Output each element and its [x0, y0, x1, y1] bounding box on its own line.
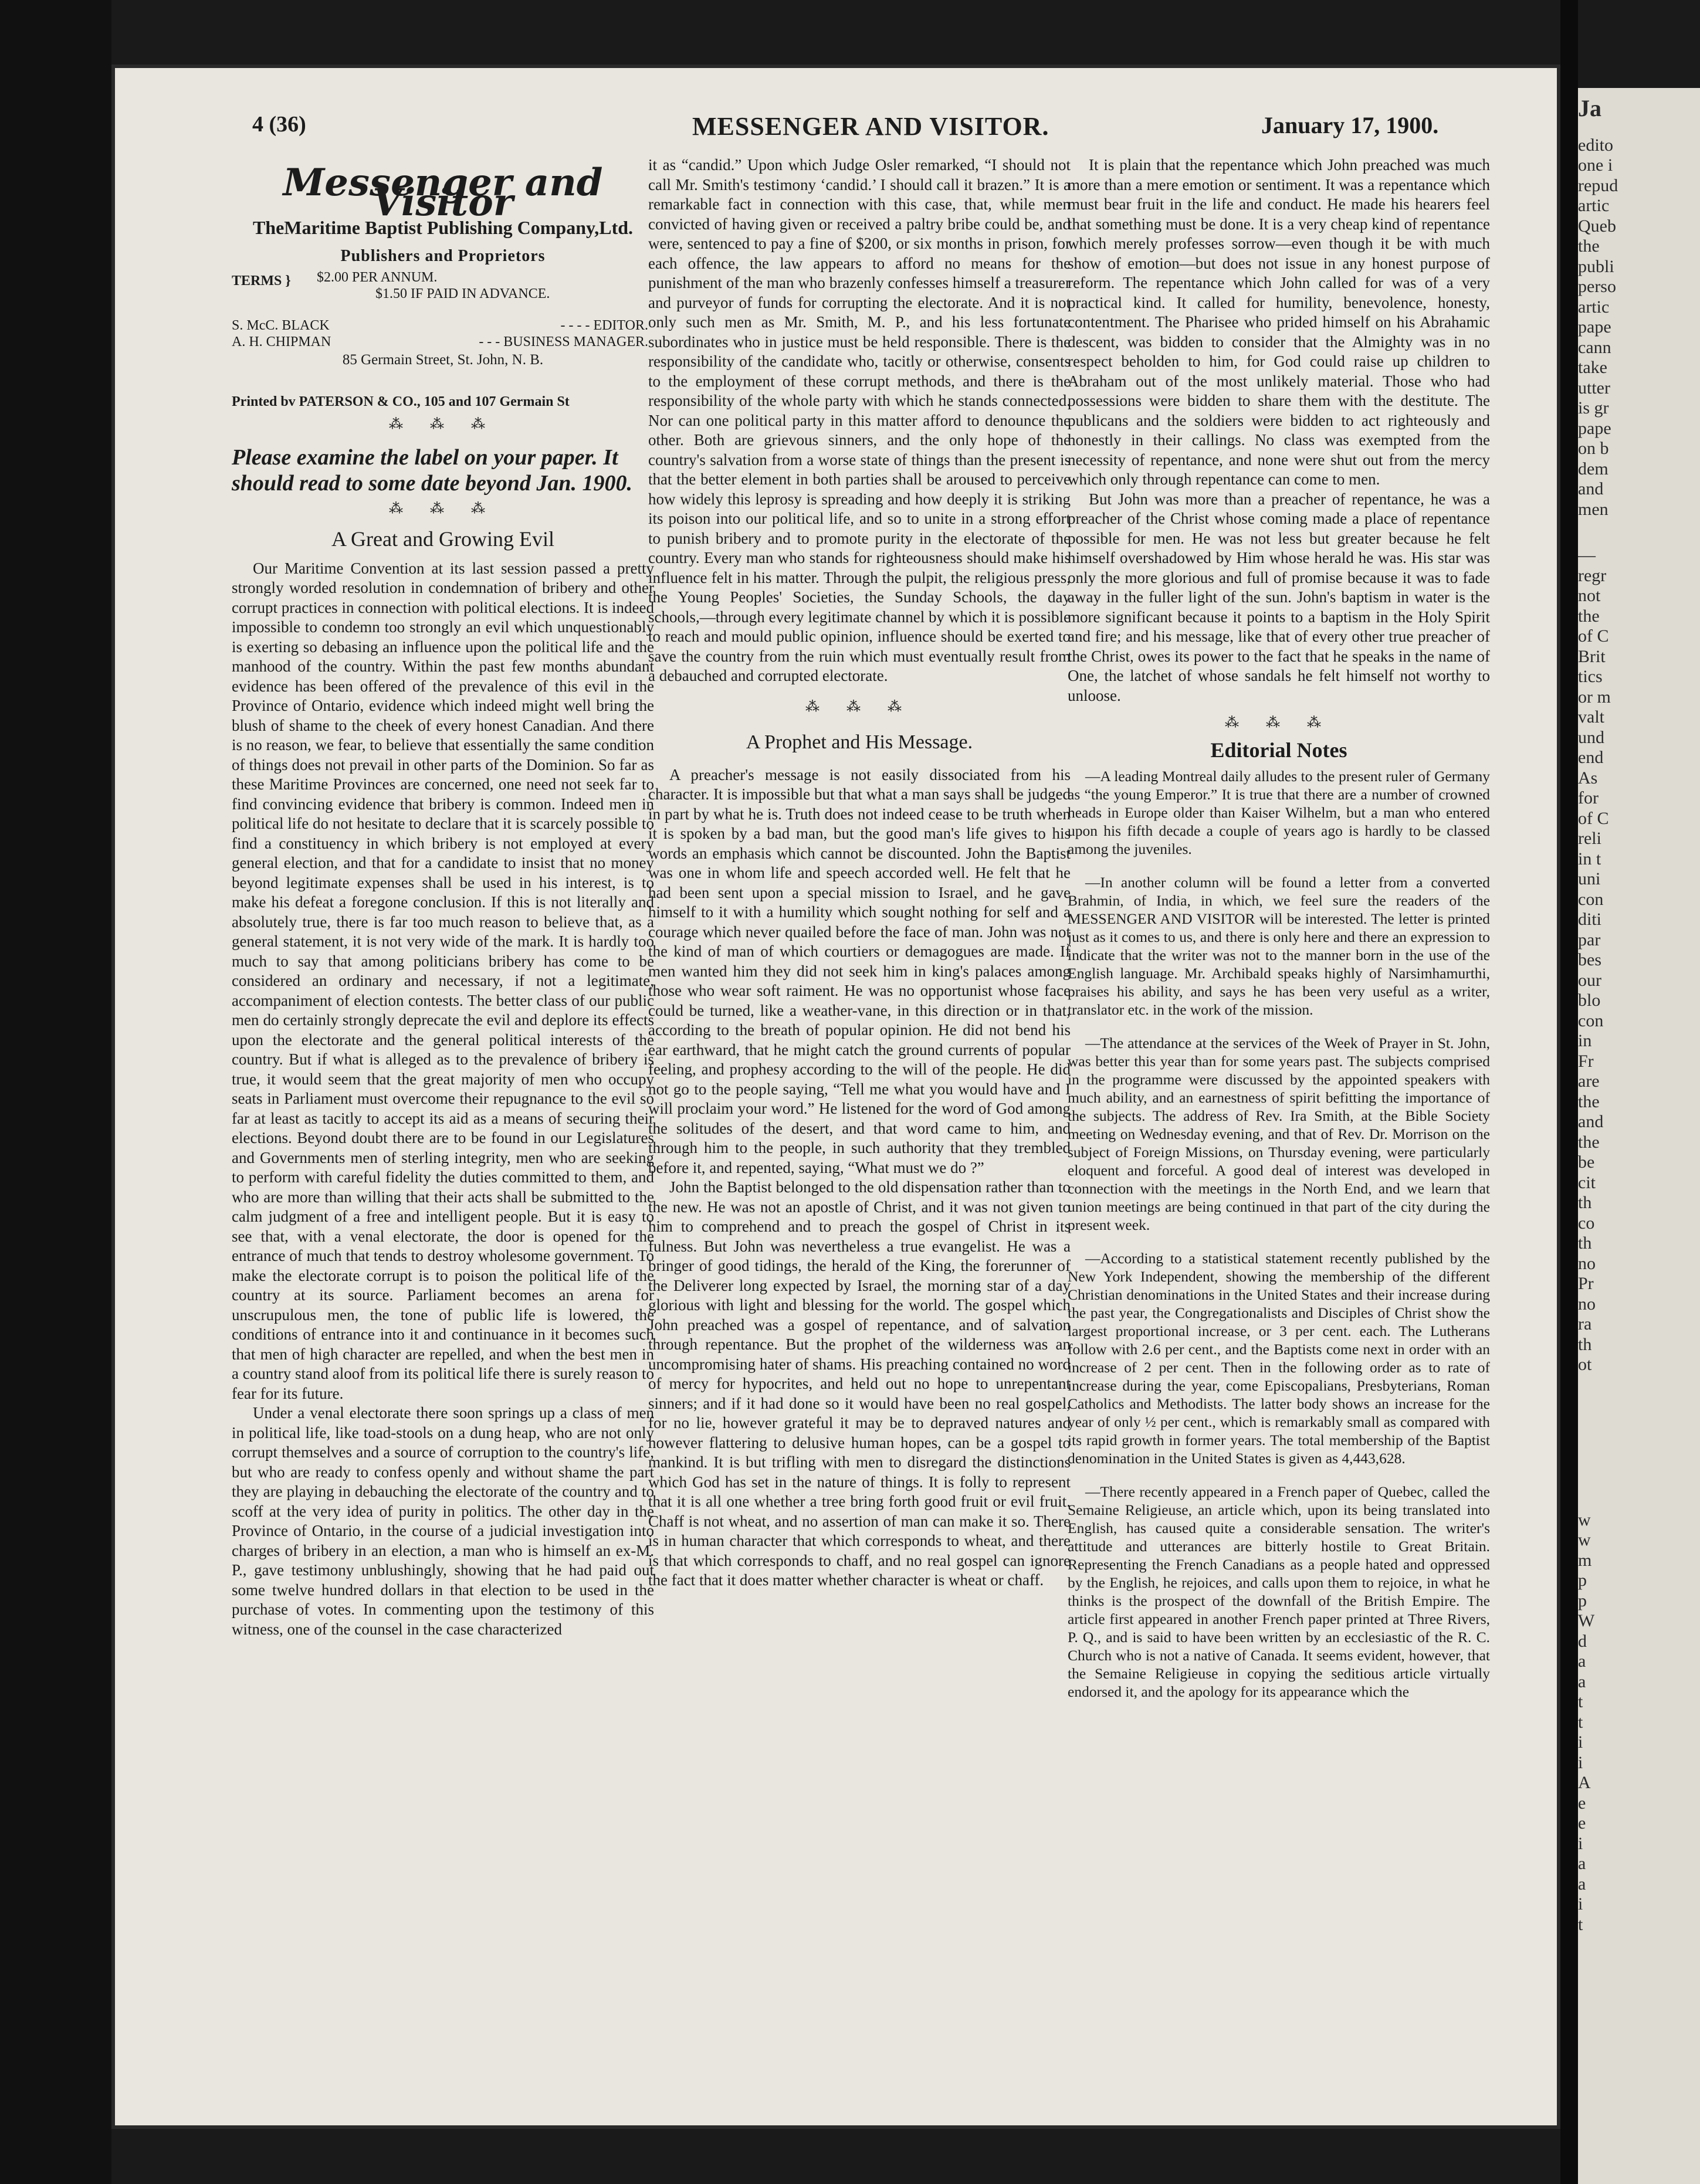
adjacent-page-line: pape — [1578, 418, 1611, 438]
article-paragraph: But John was more than a preacher of repentance, he was a preacher of the Christ whose coming made a place of repentance possible for men. He was not less but greater because he felt himself overshadowed by Him whose herald he was. His star was only the more glorious and full of promise because it was to fade away in the fuller light of the sun. John's baptism in water is the more significant because it points to a baptism in the Holy Spirit and fire; and his message, like that of every other true preacher of the Christ, owes its power to the fact that he speaks in the name of One, the latchet of whose sandals he felt himself not worthy to unloose. — [1068, 490, 1490, 704]
adjacent-page-line: W — [1578, 1611, 1595, 1630]
adjacent-page-line: bes — [1578, 950, 1601, 969]
adjacent-page-line: end — [1578, 748, 1604, 767]
article-paragraph: A preacher's message is not easily dissociated from his character. It is impossible but that what a man says shall be judged in part by what he is. Truth does not indeed cease to be truth when it is spoken by a bad man, but the good man's life gives to his words an emphasis which cannot be discounted. John the Baptist was one in whom life and speech accorded well. He felt that he had been sent upon a special mission to Israel, and he gave himself to it with a humility which sought nothing for self and a courage which never quailed before the face of man. John was not the kind of man of which courtiers or demagogues are made. If men wanted him they did not seek him in king's palaces among those who wear soft raiment. He was no opportunist whose face could be turned, like a weather-vane, in this direction or in that, according to the breath of popular opinion. He did not bend his ear earthward, that he might catch the ground currents of popular feeling, and prophesy according to the will of the people. He did not go to the people saying, “Tell me what you would have and I will proclaim your word.” He listened for the word of God among the solitudes of the desert, and that word came to him, and through him to the people, in such authority that they trembled before it, and repented, saying, “What must we do ?” — [648, 765, 1071, 1176]
adjacent-page-line: in — [1578, 1031, 1592, 1050]
adjacent-page-line: Queb — [1578, 216, 1616, 236]
paper-name: MESSENGER AND VISITOR. — [692, 112, 1049, 141]
adjacent-page-line: e — [1578, 1813, 1586, 1833]
column-3 — [1068, 155, 1490, 1701]
adjacent-page-line: utter — [1578, 378, 1610, 398]
adjacent-page-fragment — [1578, 88, 1700, 2184]
adjacent-page-line: on b — [1578, 439, 1609, 458]
adjacent-page-line: cann — [1578, 337, 1611, 357]
adjacent-page-line: publi — [1578, 256, 1614, 276]
masthead-publishers: Publishers and Proprietors — [340, 246, 546, 265]
adjacent-page-line: ot — [1578, 1355, 1592, 1374]
adjacent-page-line: m — [1578, 1550, 1592, 1570]
adjacent-page-line: th — [1578, 1334, 1592, 1354]
adjacent-page-line: perso — [1578, 277, 1616, 296]
adjacent-page-line: Fr — [1578, 1051, 1594, 1071]
adjacent-page-line: artic — [1578, 297, 1610, 317]
subscription-terms — [232, 268, 654, 303]
adjacent-page-line: w — [1578, 1510, 1591, 1530]
printer-line: Printed bv PATERSON & CO., 105 and 107 Germain St — [232, 394, 570, 409]
adjacent-page-line: a — [1578, 1854, 1586, 1873]
article-paragraph: Under a venal electorate there soon springs up a class of men in political life, like toad-stools on a dung heap, who are not only corrupt themselves and a source of corruption to the country's life, but who are ready to confess openly and without shame the part they are playing in debauching the electorate of the country and to scoff at the very idea of purity in politics. The other day in the Province of Ontario, in the course of a judicial investigation into charges of bribery in an election, a man who is himself an ex-M. P., gave testimony unblushingly, showing that he had paid out some twelve hundred dollars in that election to be used in the purchase of votes. In commenting upon the testimony of this witness, one of the counsel in the case characterized — [232, 1404, 654, 1638]
adjacent-page-line: i — [1578, 1833, 1583, 1853]
page-header — [135, 111, 1449, 147]
adjacent-page-line: p — [1578, 1590, 1587, 1610]
adjacent-page-line: not — [1578, 586, 1601, 605]
adjacent-page-line: the — [1578, 606, 1600, 626]
editorial-notes — [1068, 767, 1490, 1701]
adjacent-page-line: cit — [1578, 1172, 1596, 1192]
adjacent-page-line: co — [1578, 1213, 1595, 1233]
adjacent-page-line: t — [1578, 1914, 1583, 1934]
editorial-heading: Editorial Notes — [1210, 738, 1347, 762]
scan-left-border — [0, 0, 111, 2184]
adjacent-page-line: d — [1578, 1631, 1587, 1651]
adjacent-page-line: is gr — [1578, 398, 1609, 418]
adjacent-page-line: a — [1578, 1651, 1586, 1671]
adjacent-page-line: be — [1578, 1152, 1595, 1172]
adjacent-page-line: t — [1578, 1692, 1583, 1711]
editorial-note: —The attendance at the services of the Week of Prayer in St. John, was better this year than for some years past. The subjects comprised in the programme were discussed by the appointed speakers with much ability, and an earnestness of spirit befitting the importance of the subjects. The address of Rev. Ira Smith, at the Bible Society meeting on Wednesday evening, and that of Rev. Dr. Morrison on the subject of Foreign Missions, on Thursday evening, were particularly eloquent and forceful. A good deal of interest was developed in connection with the meetings in the North End, and we learn that union meetings are being continued in that part of the city during the present week. — [1068, 1035, 1490, 1233]
masthead-title: Messenger and Visitor — [283, 161, 603, 225]
adjacent-page-line: par — [1578, 930, 1601, 949]
terms-line-1: $2.00 PER ANNUM. — [317, 270, 438, 285]
adjacent-page-line: the — [1578, 236, 1600, 256]
adjacent-page-line: w — [1578, 1530, 1591, 1549]
editorial-note: —In another column will be found a letter from a converted Brahmin, of India, in which, we feel sure the readers of the MESSENGER AND VISITOR will be interested. The letter is printed just as it comes to us, and there is only here and there an expression to indicate that the writer was not to the manner born in the use of the English language. Mr. Archibald speaks highly of Narsimhamurthi, praises his ability, and says he has been very useful as a writer, translator etc. in the work of the mission. — [1068, 874, 1490, 1018]
adjacent-page-line: edito — [1578, 135, 1613, 155]
article-paragraph: it as “candid.” Upon which Judge Osler remarked, “I should not call Mr. Smith's testimony ‘candid.’ I should call it brazen.” It is a remarkable fact in connection with this case, that, while men convicted of having given or received a paltry bribe could be, and were, sentenced to pay a fine of $200, or six months in prison, for each offence, the law appears to afford no means for the punishment of the man who brazenly confesses himself a treasurer and purveyor of funds for corrupting the electorate. And it is not only such men as Mr. Smith, M. P., and his less fortunate subordinates who in justice must be held responsible. There is the responsibility of the candidate who, tacitly or otherwise, consents to the employment of these corrupt methods, and there is the responsibility of the whole party with which he stands connected. Nor can one political party in this matter afford to denounce the other. Both are grievous sinners, and the only hope of the country's salvation from a worse state of things than the present is that the better element in both parties shall be aroused to perceive how widely this leprosy is spreading and how deeply it is striking its poison into our political life, and so to unite in a strong effort to punish bribery and to promote purity in the electorate of the country. Every man who stands for righteousness should make his influence felt in his matter. Through the pulpit, the religious press, the Young Peoples' Societies, the Sunday Schools, the day schools,—through every legitimate channel by which it is possible to reach and mould public opinion, influence should be exerted to save the country from the ruin which must eventually result from a debauched and corrupted electorate. — [648, 156, 1071, 684]
adjacent-page-line: p — [1578, 1571, 1587, 1590]
adjacent-page-line: of C — [1578, 808, 1609, 828]
adjacent-page-line: artic — [1578, 196, 1610, 215]
article-paragraph: Our Maritime Convention at its last session passed a pretty strongly worded resolution in condemnation of bribery and other corrupt practices in connection with political elections. It is indeed impossible to condemn too strongly an evil which unquestionably is exerting so debasing an influence upon the political life and the manhood of the country. Within the past few months abundant evidence has been offered of the prevalence of this evil in the Province of Ontario, evidence which indeed might well bring the blush of shame to the cheek of every honest Canadian. And there is no reason, we fear, to believe that essentially the same condition of things does not prevail in other parts of the Dominion. So far as these Maritime Provinces are concerned, one need not seek far to find convincing evidence that bribery is common. Indeed men in political life do not hesitate to declare that it is scarcely possible to find a constituency in which bribery is not employed at every general election, and that for a candidate to insist that no money beyond legitimate expenses shall be used in his interest, is to make his defeat a foregone conclusion. If this is not literally and absolutely true, there is far too much reason to believe that, as a general statement, it is not very wide of the mark. It is hardly too much to say that among politicians bribery has come to be considered an ordinary and necessary, if not a legitimate, accompaniment of election contests. The better class of our public men do certainly strongly deprecate the evil and deplore its effects upon the electorate and the general political interests of the country. But if what is alleged as to the prevalence of bribery is true, it would seem that the great majority of men who occupy seats in Parliament must overcome their repugnance to the evil so far at least as tacitly to accept its aid as a means of securing their elections. Beyond doubt there are to be found in our Legislatures and Governments men of sterling integrity, men who are seeking to perform with careful fidelity the duties committed to them, and who are more than willing that their acts shall be submitted to the calm judgment of a free and intelligent people. But it is easy to see that, with a venal electorate, the door is opened for the entrance of much that tends to destroy wholesome government. To make the electorate corrupt is to poison the political life of the country at its source. Parliament becomes an arena for unscrupulous men, the tone of public life is lowered, the conditions of entrance into it and continuance in it becomes such that men of high character are repelled, and when the best men in a country stand aloof from its political life there is surely reason to fear for its future. — [232, 559, 654, 1402]
column-2 — [648, 155, 1071, 1590]
adjacent-page-line: a — [1578, 1671, 1586, 1691]
adjacent-page-line: ra — [1578, 1314, 1592, 1334]
adjacent-page-line: one i — [1578, 155, 1613, 175]
adjacent-page-line: the — [1578, 1091, 1600, 1111]
adjacent-page-line: i — [1578, 1752, 1583, 1772]
adjacent-page-line: diti — [1578, 910, 1602, 929]
adjacent-page-line: tics — [1578, 667, 1603, 686]
adjacent-page-line: Pr — [1578, 1274, 1594, 1293]
adjacent-page-line: a — [1578, 1874, 1586, 1894]
section-divider: ⁂ ⁂ ⁂ — [389, 417, 497, 432]
adjacent-page-line: pape — [1578, 317, 1611, 337]
editorial-note: —There recently appeared in a French paper of Quebec, called the Semaine Religieuse, an article which, upon its being translated into English, has caused quite a considerable sensation. The writer's attitude and utterances are bitterly hostile to Great Britain. Representing the French Canadians as a people hated and oppressed by the English, he rejoices, and calls upon them to rejoice, in what he thinks is the prospect of the downfall of the British Empire. The article first appeared in another French paper printed at Three Rivers, P. Q., and is said to have been written by an ecclesiastic of the R. C. Church who is not a native of Canada. It seems evident, however, that the Semaine Religieuse in copying the seditious article virtually endorsed it, and the apology for its appearance which the — [1068, 1483, 1490, 1700]
terms-label: TERMS } — [232, 273, 291, 289]
adjacent-page-line: of C — [1578, 626, 1609, 646]
adjacent-page-line: valt — [1578, 707, 1604, 727]
page-gutter — [1560, 0, 1578, 2184]
section-divider: ⁂ ⁂ ⁂ — [1225, 715, 1333, 731]
staff-list — [232, 316, 654, 349]
adjacent-page-line: uni — [1578, 869, 1601, 888]
adjacent-page-line: th — [1578, 1193, 1592, 1212]
adjacent-page-line: in t — [1578, 849, 1601, 869]
column-1 — [232, 155, 654, 1639]
manager-role: - - - BUSINESS MANAGER. — [479, 334, 648, 350]
adjacent-page-line: con — [1578, 889, 1604, 909]
adjacent-page-line: repud — [1578, 175, 1618, 195]
adjacent-page-line: A — [1578, 1773, 1591, 1792]
article-heading: A Prophet and His Message. — [746, 731, 973, 753]
editorial-note: —A leading Montreal daily alludes to the present ruler of Germany as “the young Emperor.” It is true that there are a number of crowned heads in Europe older than Kaiser Wilhelm, but a man who entered upon his fifth decade a couple of years ago is hardly to be classed among the juveniles. — [1068, 768, 1490, 857]
adjacent-page-line: blo — [1578, 991, 1601, 1010]
editor-name: S. McC. BLACK — [232, 318, 330, 333]
adjacent-page-line: As — [1578, 768, 1598, 788]
adjacent-page-line: take — [1578, 358, 1607, 377]
adjacent-page-line: or m — [1578, 687, 1611, 707]
adjacent-page-line: our — [1578, 970, 1601, 990]
adjacent-page-line: and — [1578, 479, 1604, 498]
terms-line-2: $1.50 IF PAID IN ADVANCE. — [375, 286, 550, 301]
section-divider: ⁂ ⁂ ⁂ — [389, 501, 497, 517]
article-paragraph: John the Baptist belonged to the old dispensation rather than to the new. He was not an apostle of Christ, and it was not given to him to comprehend and to preach the gospel of Christ in its fulness. But John was nevertheless a true evangelist. He was a bringer of good tidings, the herald of the King, the forerunner of the Deliverer long expected by Israel, the morning star of a day glorious with light and blessing for the world. The gospel which John preached was a gospel of repentance, and of salvation through repentance. But the prophet of the wilderness was an uncompromising hater of shams. His preaching contained no word of mercy for hypocrites, and held out no hope to unrepentant sinners; and if it had done so it would have been no real gospel, for no lie, however grateful it may be to depraved natures and however flattering to delusive human hopes, can be a gospel to mankind. It is but trifling with men to disregard the distinctions which God has set in the nature of things. It is folly to represent that it is all one whether a tree bring forth good fruit or evil fruit. Chaff is not wheat, and no assertion of man can make it so. There is in human character that which corresponds to wheat, and there is that which corresponds to chaff, and no real gospel can ignore the fact that it does matter whether character is wheat or chaff. — [648, 1178, 1071, 1589]
adjacent-page-line: no — [1578, 1253, 1596, 1273]
adjacent-page-line: t — [1578, 1712, 1583, 1732]
masthead-company: TheMaritime Baptist Publishing Company,Ltd. — [252, 217, 634, 238]
adjacent-page-line: und — [1578, 727, 1604, 747]
article-heading: A Great and Growing Evil — [331, 527, 554, 551]
adjacent-page-line: the — [1578, 1132, 1600, 1152]
adjacent-page-line: are — [1578, 1071, 1600, 1091]
adjacent-page-line: — — [1578, 545, 1596, 565]
adjacent-page-line: e — [1578, 1793, 1586, 1813]
adjacent-page-line: Brit — [1578, 646, 1606, 666]
section-divider: ⁂ ⁂ ⁂ — [805, 699, 913, 715]
page-number: 4 (36) — [252, 112, 306, 137]
label-notice: Please examine the label on your paper. It should read to some date beyond Jan. 1900. — [232, 445, 632, 496]
issue-date: January 17, 1900. — [1261, 112, 1439, 138]
manager-name: A. H. CHIPMAN — [232, 334, 331, 350]
adjacent-page-line: for — [1578, 788, 1599, 808]
office-address: 85 Germain Street, St. John, N. B. — [342, 352, 544, 368]
adjacent-page-text — [1578, 88, 1700, 1935]
adjacent-page-line: dem — [1578, 459, 1608, 479]
adjacent-page-line: and — [1578, 1112, 1604, 1131]
adjacent-page-line: reli — [1578, 829, 1601, 848]
editorial-note: —According to a statistical statement recently published by the New York Independent, showing the membership of the different Christian denominations in the United States and their increase during the past year, the Congregationalists and Disciples of Christ show the largest proportional increase, or 3 per cent. each. The Lutherans follow with 2.6 per cent., and the Baptists come next in order with an increase of 2 per cent. Then in the following order as to rate of increase during the year, come Episcopalians, Presbyterians, Roman Catholics and Methodists. The latter body shows an increase for the year of only ½ per cent., which is remarkably small as compared with its rapid growth in former years. The total membership of the Baptist denomination in the United States is given as 4,443,628. — [1068, 1250, 1490, 1467]
adjacent-page-line: th — [1578, 1233, 1592, 1253]
adjacent-page-line: i — [1578, 1894, 1583, 1914]
adjacent-page-line: men — [1578, 499, 1608, 519]
editor-role: - - - - EDITOR. — [560, 318, 648, 333]
adjacent-page-line: no — [1578, 1294, 1596, 1314]
article-paragraph: It is plain that the repentance which John preached was much more than a mere emotion or sentiment. It was a repentance which must bear fruit in the life and conduct. He made his hearers feel that something must be done. It is a very cheap kind of repentance which merely professes sorrow—even though it be with much show of emotion—but does not issue in any honest purpose of reform. The repentance which John called for was of a very practical kind. It called for humility, benevolence, honesty, contentment. The Pharisee who prided himself on his Abrahamic descent, was bidden to consider that the Almighty was in no respect beholden to him, for God could raise up children to Abraham out of the most unlikely material. Those who had possessions were bidden to share them with the destitute. The publicans and the soldiers were bidden to act righteously and honestly in their callings. No class was exempted from the necessity of repentance, and none were shut out from the mercy which only through repentance can come to men. — [1068, 156, 1490, 488]
adjacent-page-line: i — [1578, 1732, 1583, 1752]
adjacent-page-header: Ja — [1578, 95, 1601, 121]
adjacent-page-line: regr — [1578, 565, 1607, 585]
adjacent-page-line: con — [1578, 1010, 1604, 1030]
